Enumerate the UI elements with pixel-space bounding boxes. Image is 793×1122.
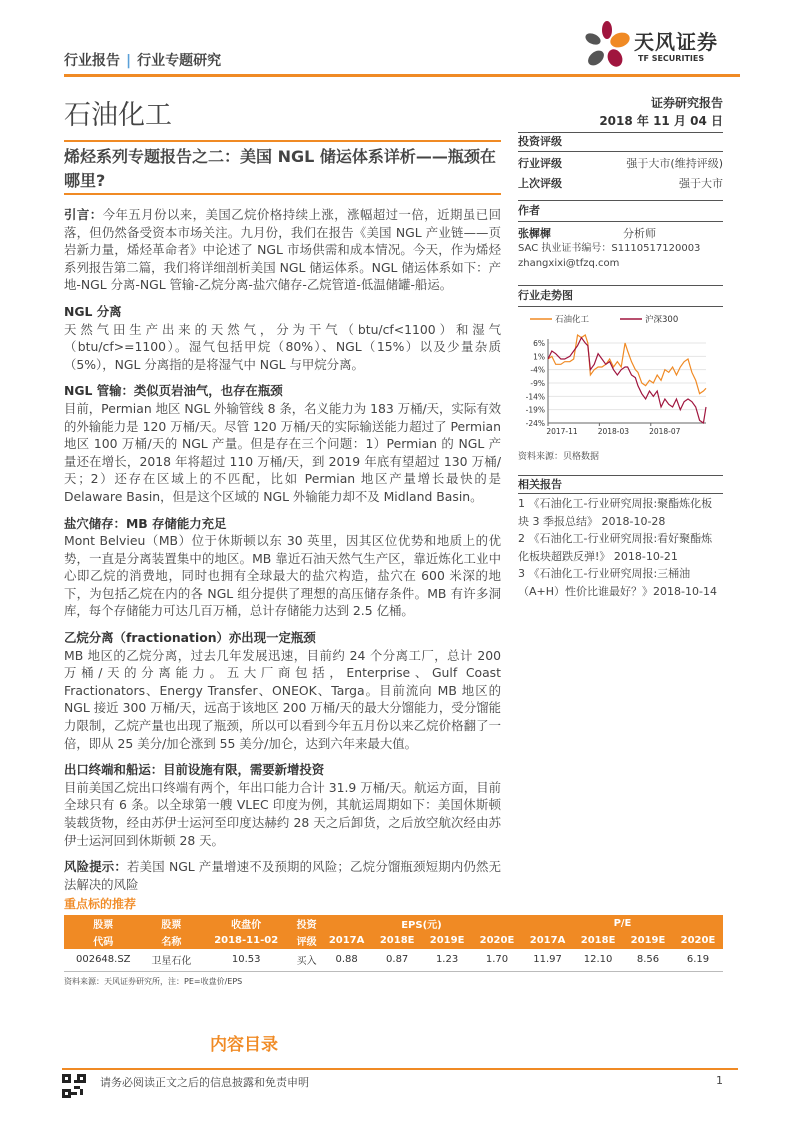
- previous-rating-value: 强于大市: [679, 177, 723, 190]
- y-tick-label: -9%: [530, 379, 545, 388]
- divider: [518, 493, 723, 494]
- author-email[interactable]: zhangxixi@tfzq.com: [518, 258, 620, 269]
- col-header: 2018E: [372, 932, 422, 949]
- table-cell: 卫星石化: [143, 949, 201, 971]
- section-heading: 风险提示：: [64, 859, 127, 875]
- col-header: 收盘价: [200, 915, 292, 932]
- section-heading: 引言：: [64, 207, 103, 222]
- report-title: 烯烃系列专题报告之二：美国 NGL 储运体系详析——瓶颈在哪里?: [64, 147, 496, 190]
- section-heading: NGL 分离: [64, 303, 122, 319]
- y-tick-label: -4%: [530, 365, 545, 375]
- rating-box: [518, 132, 723, 194]
- table-cell: 11.97: [522, 949, 573, 971]
- legend-label: 石油化工: [555, 315, 590, 325]
- related-report-item[interactable]: 1 《石油化工-行业研究周报:聚酯炼化板块 3 季报总结》 2018-10-28: [518, 497, 713, 528]
- sector-title: 石油化工: [64, 100, 172, 131]
- section-text: 天然气田生产出来的天然气，分为干气（btu/cf<1100）和湿气（btu/cf>=1100）。湿气包括甲烷（80%）、NGL（15%）以及少量杂质（5%），NGL 分离指的是将湿气中 NGL 与甲烷分离。: [64, 321, 501, 372]
- body-section: [64, 382, 501, 505]
- col-header: 2020E: [472, 932, 522, 949]
- col-header: 2020E: [673, 932, 723, 949]
- body-section: [64, 629, 501, 752]
- table-cell: 买入: [292, 949, 321, 971]
- report-date: 2018 年 11 月 04 日: [599, 114, 723, 128]
- logo-subtext: TF SECURITIES: [638, 54, 705, 63]
- flower-logo-icon: [582, 20, 632, 70]
- title-divider: [64, 193, 501, 195]
- related-report-item[interactable]: 3 《石油化工-行业研究周报:三桶油（A+H）性价比谁最好？》2018-10-14: [518, 567, 717, 598]
- series-line-petrochem: [548, 335, 706, 394]
- table-cell: 0.88: [321, 949, 372, 971]
- col-header: 2017A: [321, 932, 372, 949]
- col-header: EPS(元): [321, 915, 522, 932]
- author-heading: 作者: [518, 204, 540, 217]
- col-header: 2018E: [573, 932, 623, 949]
- body-section: [64, 858, 501, 893]
- x-tick-label: 2018-03: [597, 427, 630, 436]
- section-text: Mont Belvieu（MB）位于休斯顿以东 30 英里，因其区位优势和地质上的优势，一直是分离装置集中的地区。MB 靠近石油天然气生产区，靠近炼化工业中心即乙烷的消费地，同时也拥有全球最大的盐穴构造，盐穴在 600 米深的地下，为包括乙烷在内的各 NGL 组分提供了理想的高压储存条件。MB 有许多洞库，每个存储能力可达几百万桶，总计存储能力达到 2.5 亿桶。: [64, 533, 501, 619]
- section-heading: 盐穴储存：MB 存储能力充足: [64, 515, 227, 531]
- y-tick-label: -14%: [525, 392, 545, 402]
- report-subcategory: 行业专题研究: [137, 53, 222, 69]
- table-cell: 0.87: [372, 949, 422, 971]
- report-meta: [518, 94, 723, 130]
- y-tick-label: 1%: [533, 352, 545, 362]
- section-heading: 出口终端和船运：目前设施有限，需要新增投资: [64, 762, 325, 778]
- table-source: 资料来源：天风证券研究所，注：PE=收盘价/EPS: [64, 977, 243, 986]
- qr-code-icon: [62, 1074, 86, 1098]
- col-header: 代码: [64, 932, 143, 949]
- rating-heading: 投资评级: [518, 135, 562, 148]
- x-tick-label: 2017-11: [546, 427, 578, 436]
- section-text: 今年五月份以来，美国乙烷价格持续上涨，涨幅超过一倍，近期虽已回落，但仍然备受资本市场关注。九月份，我们在报告《美国 NGL 产业链——页岩新力量，烯烃革命者》中论述了 NGL 市场供需和成本情况。今天，作为烯烃系列报告第二篇，我们将详细剖析美国 NGL 储运体系。NGL 储运体系如下：产地-NGL 分离-NGL 管输-乙烷分离-盐穴储存-乙烷管道-低温储罐-船运。: [64, 207, 502, 293]
- chart-source: 资料来源：贝格数据: [518, 452, 600, 462]
- legend-label: 沪深300: [645, 315, 679, 325]
- footer-divider: [62, 1068, 738, 1070]
- author-role: 分析师: [623, 227, 656, 240]
- body-section: [64, 206, 501, 294]
- body-section: [64, 761, 501, 849]
- divider: [518, 151, 723, 152]
- col-header: 评级: [292, 932, 321, 949]
- author-name: 张樨樨: [518, 227, 551, 240]
- col-header: 2019E: [623, 932, 673, 949]
- author-box: [518, 200, 723, 271]
- section-heading: NGL 管输：类似页岩油气，也存在瓶颈: [64, 383, 283, 399]
- col-header: 2018-11-02: [200, 932, 292, 949]
- header-divider: [64, 74, 740, 77]
- col-header: 投资: [292, 915, 321, 932]
- recommend-table: [64, 915, 723, 972]
- col-header: 2017A: [522, 932, 573, 949]
- breadcrumb: [64, 50, 221, 70]
- section-text: 目前美国乙烷出口终端有两个，年出口能力合计 31.9 万桶/天。航运方面，目前全球只有 6 条。以全球第一艘 VLEC 印度为例，其航运周期如下：美国休斯顿装载货物，经由苏伊士运河至印度达赫约 28 天之后卸货，之后放空航次经由苏伊士运河回到休斯顿 28 天。: [64, 779, 501, 848]
- company-logo: [582, 20, 742, 70]
- table-row: [64, 949, 723, 971]
- related-reports: [518, 475, 723, 600]
- logo-text: 天风证券: [634, 30, 718, 54]
- section-heading: 乙烷分离（fractionation）亦出现一定瓶颈: [64, 630, 316, 646]
- col-header: 2019E: [422, 932, 472, 949]
- col-header: 股票: [143, 915, 201, 932]
- table-cell: 6.19: [673, 949, 723, 971]
- related-heading: 相关报告: [518, 478, 562, 491]
- body-section: [64, 515, 501, 621]
- col-header: 股票: [64, 915, 143, 932]
- x-tick-label: 2018-07: [649, 427, 681, 436]
- y-tick-label: -24%: [525, 419, 545, 428]
- report-category: 行业报告: [64, 53, 120, 69]
- toc-heading: 内容目录: [210, 1035, 278, 1055]
- section-text: 目前，Permian 地区 NGL 外输管线 8 条，名义能力为 183 万桶/天，实际有效的外输能力是 120 万桶/天。尽管 120 万桶/天的实际输送能力超过了 Permian 地区 100 万桶/天的 NGL 产量。但是存在三个问题：1）Permian 的 NGL 产量还在增长，2018 年将超过 110 万桶/天，到 2019 年底有望超过 130 万桶/天；2）还存在区域上的不匹配，比如 Permian 地区产量增长最快的是 Delaware Basin，但是这个区域的 NGL 外输能力却不及 Midland Basin。: [64, 400, 501, 504]
- body-section: [64, 303, 501, 373]
- trend-chart: [518, 307, 723, 437]
- report-type: 证券研究报告: [650, 96, 723, 110]
- table-cell: 10.53: [200, 949, 292, 971]
- footer-disclaimer[interactable]: 请务必阅读正文之后的信息披露和免责申明: [100, 1076, 309, 1089]
- section-text: 若美国 NGL 产量增速不及预期的风险；乙烷分馏瓶颈短期内仍然无法解决的风险: [64, 859, 502, 892]
- trend-box: [518, 285, 723, 307]
- related-report-item[interactable]: 2 《石油化工-行业研究周报:看好聚酯炼化板块超跌反弹!》 2018-10-21: [518, 532, 713, 563]
- previous-rating-label: 上次评级: [518, 177, 562, 190]
- page-number: 1: [716, 1074, 723, 1087]
- recommend-heading: 重点标的推荐: [64, 897, 137, 911]
- table-cell: 12.10: [573, 949, 623, 971]
- industry-rating-value: 强于大市(维持评级): [626, 157, 723, 170]
- trend-heading: 行业走势图: [518, 289, 573, 302]
- table-cell: 1.23: [422, 949, 472, 971]
- industry-rating-label: 行业评级: [518, 157, 562, 170]
- col-header: 名称: [143, 932, 201, 949]
- y-tick-label: -19%: [525, 405, 545, 415]
- table-cell: 1.70: [472, 949, 522, 971]
- table-cell: 8.56: [623, 949, 673, 971]
- divider: [518, 221, 723, 222]
- separator: |: [126, 53, 132, 69]
- table-cell: 002648.SZ: [64, 949, 143, 971]
- y-tick-label: 6%: [533, 339, 545, 348]
- report-body: [64, 206, 501, 902]
- col-header: P/E: [522, 915, 723, 932]
- author-sac: SAC 执业证书编号：S1110517120003: [518, 243, 701, 254]
- title-divider: [64, 140, 501, 142]
- section-text: MB 地区的乙烷分离，过去几年发展迅速，目前约 24 个分离工厂，总计 200 万桶/天的分离能力。五大厂商包括，Enterprise、Gulf Coast Fractionators、Energy Transfer、ONEOK、Targa。目前流向 MB 地区的 NGL 接近 300 万桶/天，远高于该地区 200 万桶/天的最大分馏能力，受分馏能力限制，乙烷产量也出现了瓶颈，所以可以看到今年五月份以来乙烷价格翻了一倍，即从 25 美分/加仑涨到 55 美分/加仑，达到六年来最大值。: [64, 647, 501, 751]
